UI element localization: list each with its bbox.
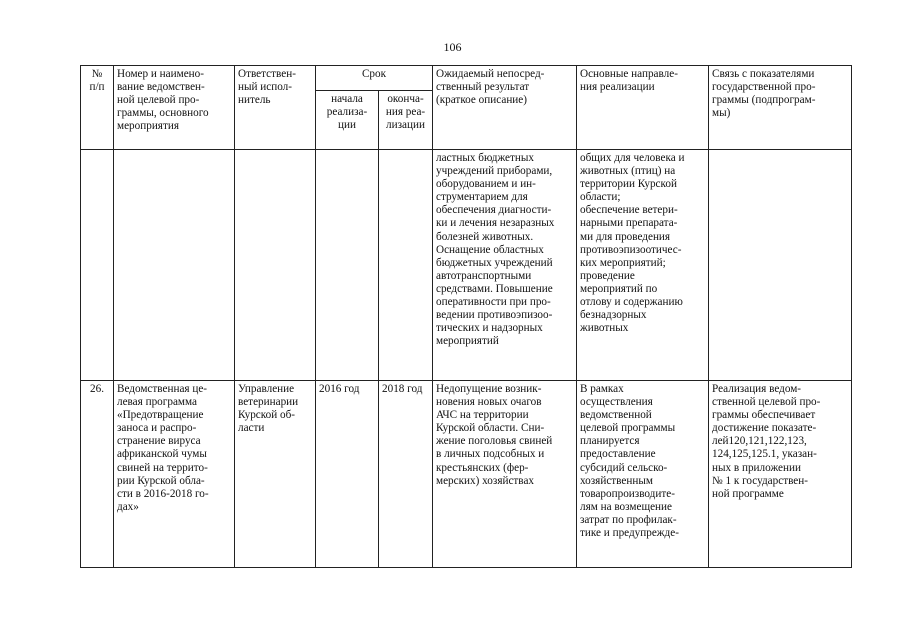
cell-executor-26: Управление ветеринарии Курской об- ласти (235, 381, 316, 568)
header-result: Ожидаемый непосред- ственный результат (краткое описание) (433, 66, 577, 150)
header-term-end: оконча- ния реа- лизации (379, 91, 433, 150)
program-table (80, 65, 852, 568)
header-directions: Основные направле- ния реализации (577, 66, 709, 150)
cell-start-empty (316, 150, 379, 381)
header-term-start: начала реализа- ции (316, 91, 379, 150)
cell-num-empty (81, 150, 114, 381)
table-row-continued (81, 150, 852, 381)
cell-start-26: 2016 год (316, 381, 379, 568)
header-executor: Ответствен- ный испол- нитель (235, 66, 316, 150)
header-row (81, 66, 852, 91)
cell-link-26: Реализация ведом- ственной целевой про- граммы обеспечивает достижение показате- лей120,121,122,123, 124,125,125.1, указан- ных в приложении № 1 к государствен- ной программе (709, 381, 852, 568)
cell-result-26: Недопущение возник- новения новых очагов АЧС на территории Курской области. Сни- жение поголовья свиней в личных подсобных и крестьянских (фер- мерских) хозяйствах (433, 381, 577, 568)
header-num: № п/п (81, 66, 114, 150)
cell-result-continued: ластных бюджетных учреждений приборами, оборудованием и ин- струментарием для обеспечения диагности- ки и лечения незаразных болезней животных. Оснащение областных бюджетных учреждений автотранспортными средствами. Повышение оперативности при про- ведении противоэпизоо- тических и надзорных мероприятий (433, 150, 577, 381)
header-link: Связь с показателями государственной про- граммы (подпрограм- мы) (709, 66, 852, 150)
cell-end-empty (379, 150, 433, 381)
cell-num-26: 26. (81, 381, 114, 568)
header-term: Срок (316, 66, 433, 91)
cell-executor-empty (235, 150, 316, 381)
cell-directions-26: В рамках осуществления ведомственной целевой программы планируется предоставление субсидий сельско- хозяйственным товаропроизводите- лям на возмещение затрат по профилак- тике и предупрежде- (577, 381, 709, 568)
table-row-26 (81, 381, 852, 568)
cell-directions-continued: общих для человека и животных (птиц) на территории Курской области; обеспечение ветери- нарными препарата- ми для проведения противоэпизоотичес- ких мероприятий; проведение мероприятий по отлову и содержанию безнадзорных животных (577, 150, 709, 381)
page-number: 106 (443, 40, 462, 54)
cell-link-empty (709, 150, 852, 381)
cell-name-empty (114, 150, 235, 381)
cell-end-26: 2018 год (379, 381, 433, 568)
header-name: Номер и наимено- вание ведомствен- ной целевой про- граммы, основного мероприятия (114, 66, 235, 150)
cell-name-26: Ведомственная це- левая программа «Предотвращение заноса и распро- странение вируса африканской чумы свиней на террито- рии Курской обла- сти в 2016-2018 го- дах» (114, 381, 235, 568)
